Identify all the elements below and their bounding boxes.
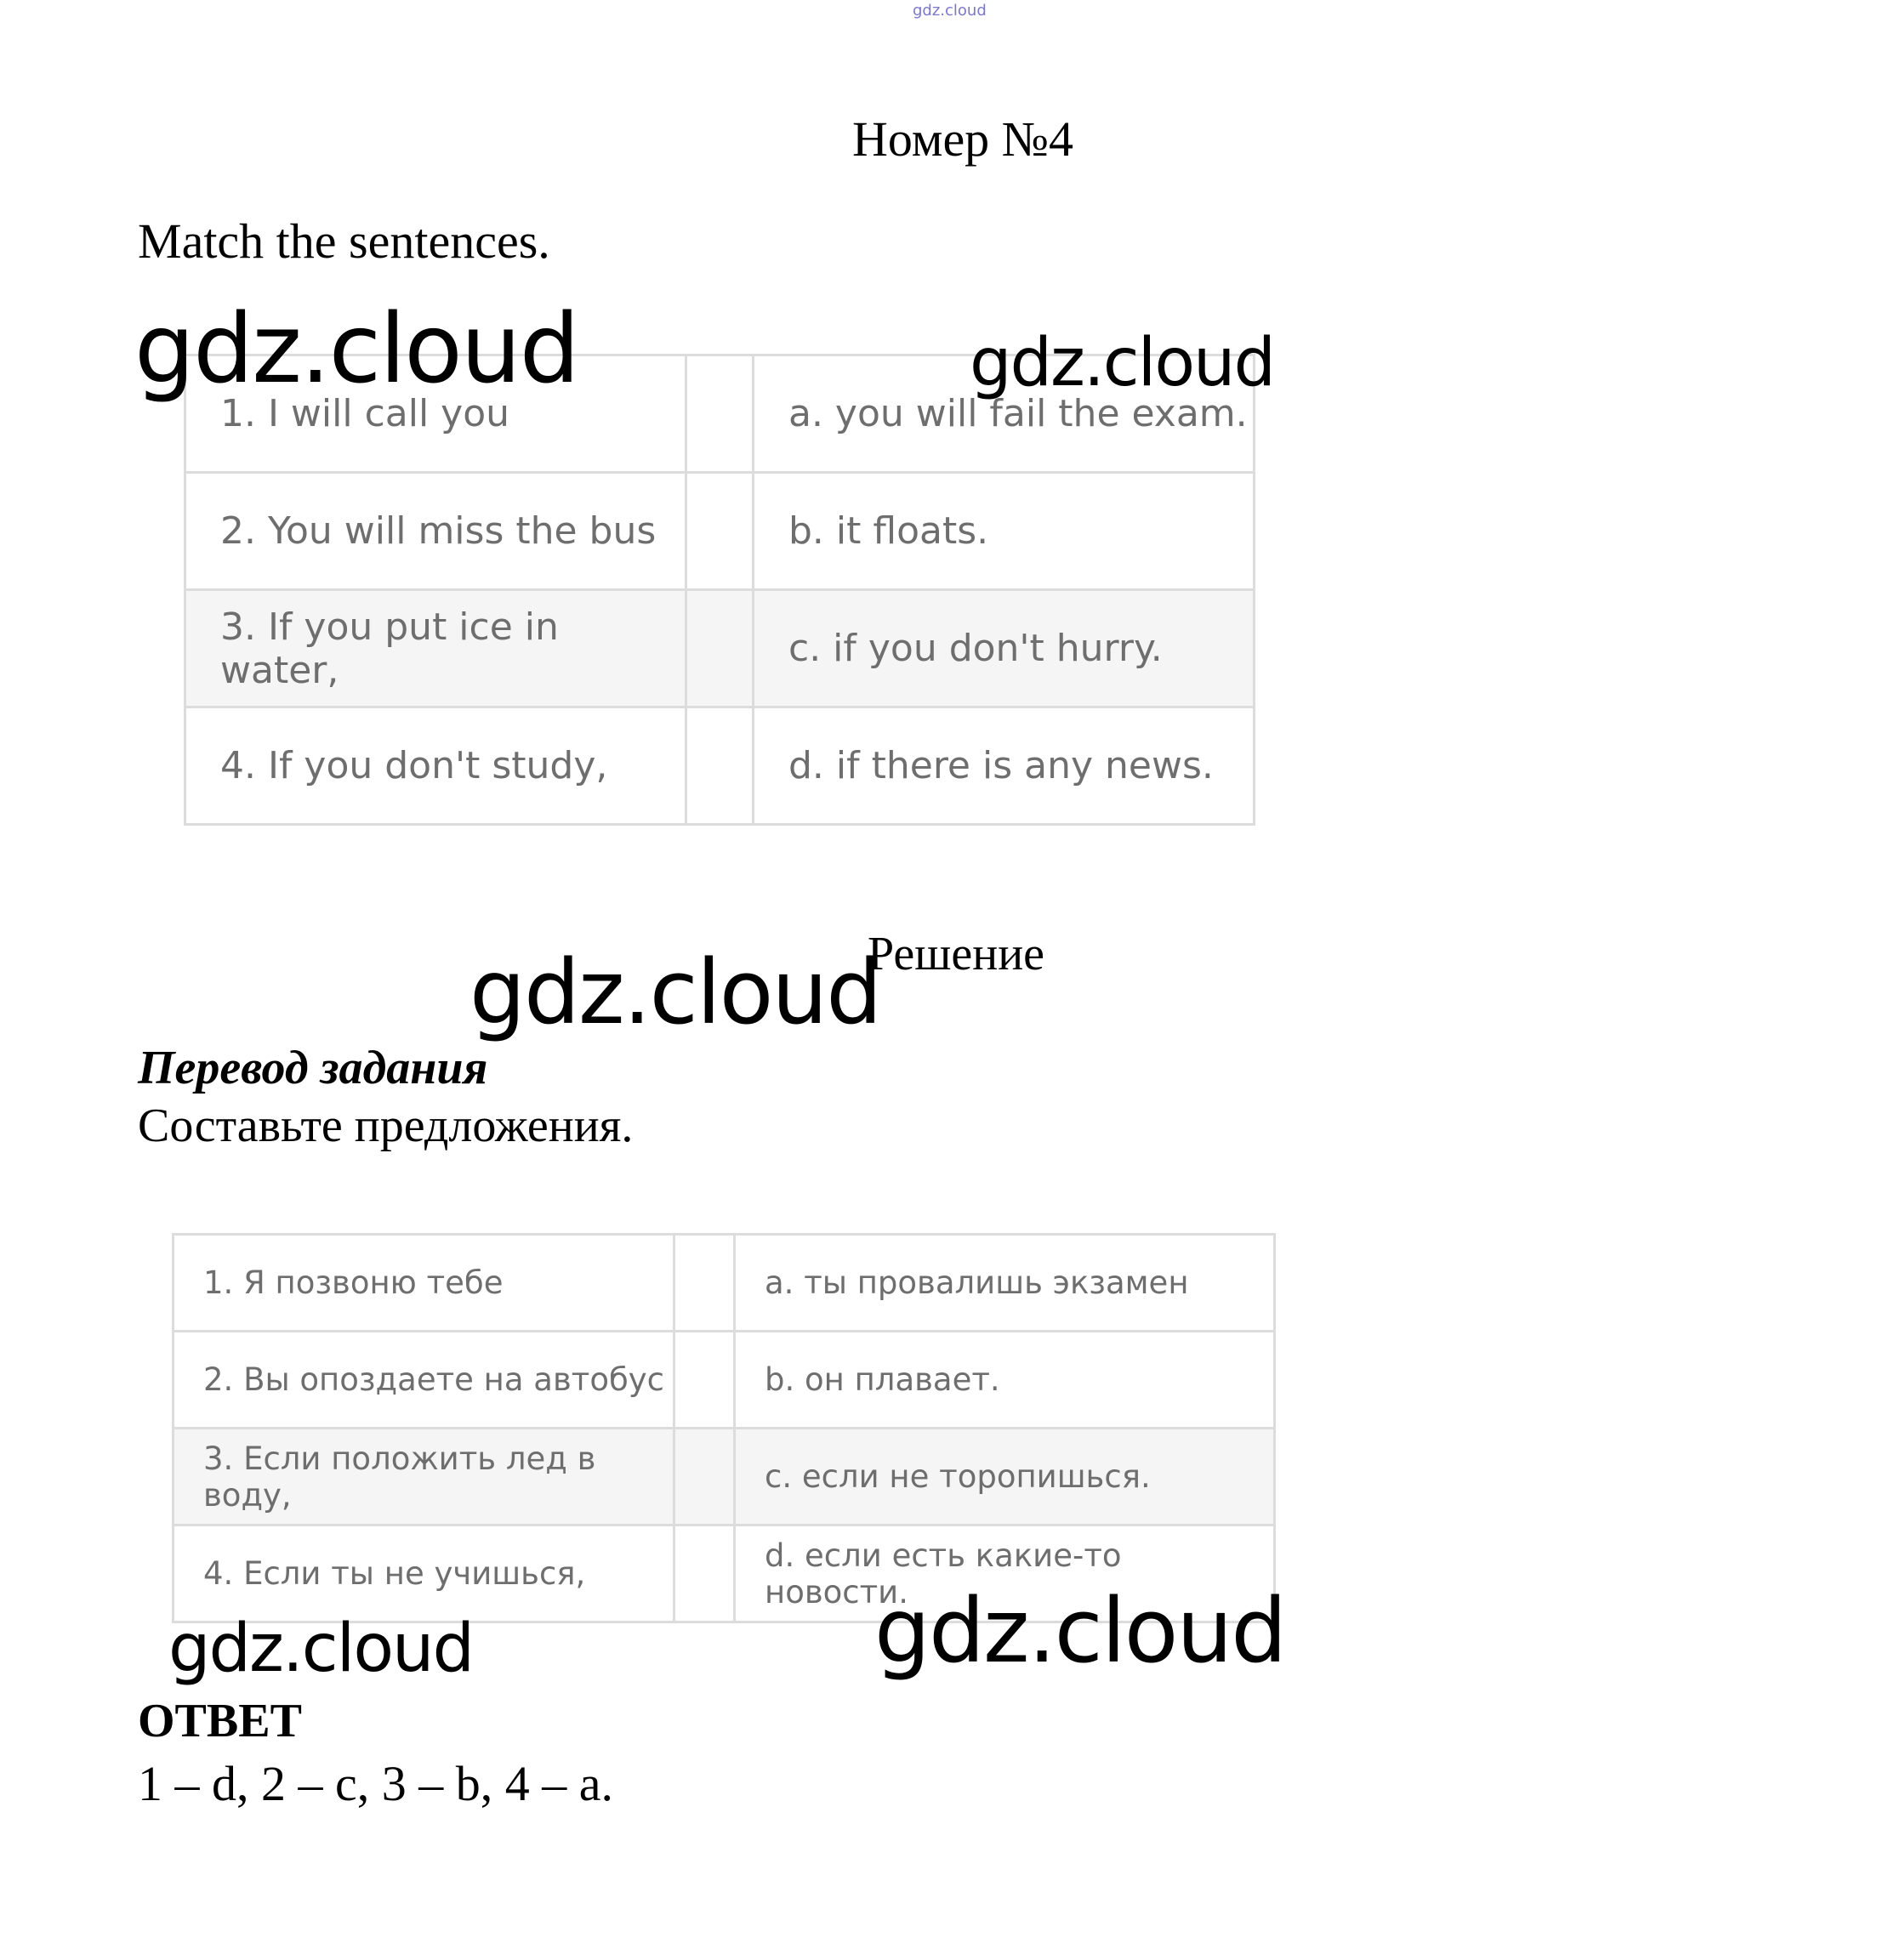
table-cell-empty — [686, 707, 754, 825]
table-row — [185, 590, 1255, 707]
answer-text: 1 – d, 2 – c, 3 – b, 4 – a. — [138, 1756, 613, 1811]
table-cell-right: a. ты провалишь экзамен — [735, 1235, 1275, 1332]
table-cell-right: c. if you don't hurry. — [754, 590, 1255, 707]
watermark: gdz.cloud — [168, 1611, 473, 1687]
table-cell-empty — [686, 473, 754, 590]
table-cell-right: a. you will fail the exam. — [754, 355, 1255, 473]
table-cell-empty — [674, 1429, 735, 1525]
table-cell-right: b. он плавает. — [735, 1332, 1275, 1429]
table-cell-empty — [686, 355, 754, 473]
watermark: gdz.cloud — [970, 325, 1274, 401]
table-row — [174, 1332, 1275, 1429]
table-cell-right: d. if there is any news. — [754, 707, 1255, 825]
table-row — [185, 473, 1255, 590]
watermark: gdz.cloud — [874, 1579, 1286, 1683]
table-cell-left: 4. If you don't study, — [185, 707, 686, 825]
solution-heading: Решение — [868, 928, 1045, 980]
table-cell-left: 1. I will call you — [185, 355, 686, 473]
table-cell-left: 2. You will miss the bus — [185, 473, 686, 590]
table-cell-left: 3. Если положить лед в воду, — [174, 1429, 674, 1525]
translation-heading: Перевод задания — [138, 1042, 488, 1094]
answer-heading: ОТВЕТ — [138, 1695, 302, 1747]
table-cell-empty — [674, 1235, 735, 1332]
table-row — [174, 1429, 1275, 1525]
page-title: Номер №4 — [851, 111, 1074, 167]
table-cell-right: d. если есть какие-то новости. — [735, 1525, 1275, 1622]
table-cell-right: c. если не торопишься. — [735, 1429, 1275, 1525]
table-cell-left: 3. If you put ice in water, — [185, 590, 686, 707]
table-cell-left: 4. Если ты не учишься, — [174, 1525, 674, 1622]
header-watermark: gdz.cloud — [913, 2, 987, 20]
watermark: gdz.cloud — [469, 940, 881, 1044]
table-row — [174, 1235, 1275, 1332]
table-cell-empty — [674, 1525, 735, 1622]
table-cell-left: 1. Я позвоню тебе — [174, 1235, 674, 1332]
table-cell-right: b. it floats. — [754, 473, 1255, 590]
russian-matching-table — [172, 1233, 1276, 1623]
table-cell-left: 2. Вы опоздаете на автобус — [174, 1332, 674, 1429]
table-row — [185, 707, 1255, 825]
table-cell-empty — [686, 590, 754, 707]
watermark: gdz.cloud — [134, 294, 578, 405]
english-matching-table — [184, 354, 1255, 826]
task-instruction: Match the sentences. — [138, 213, 550, 269]
translation-text: Составьте предложения. — [138, 1099, 634, 1152]
table-cell-empty — [674, 1332, 735, 1429]
